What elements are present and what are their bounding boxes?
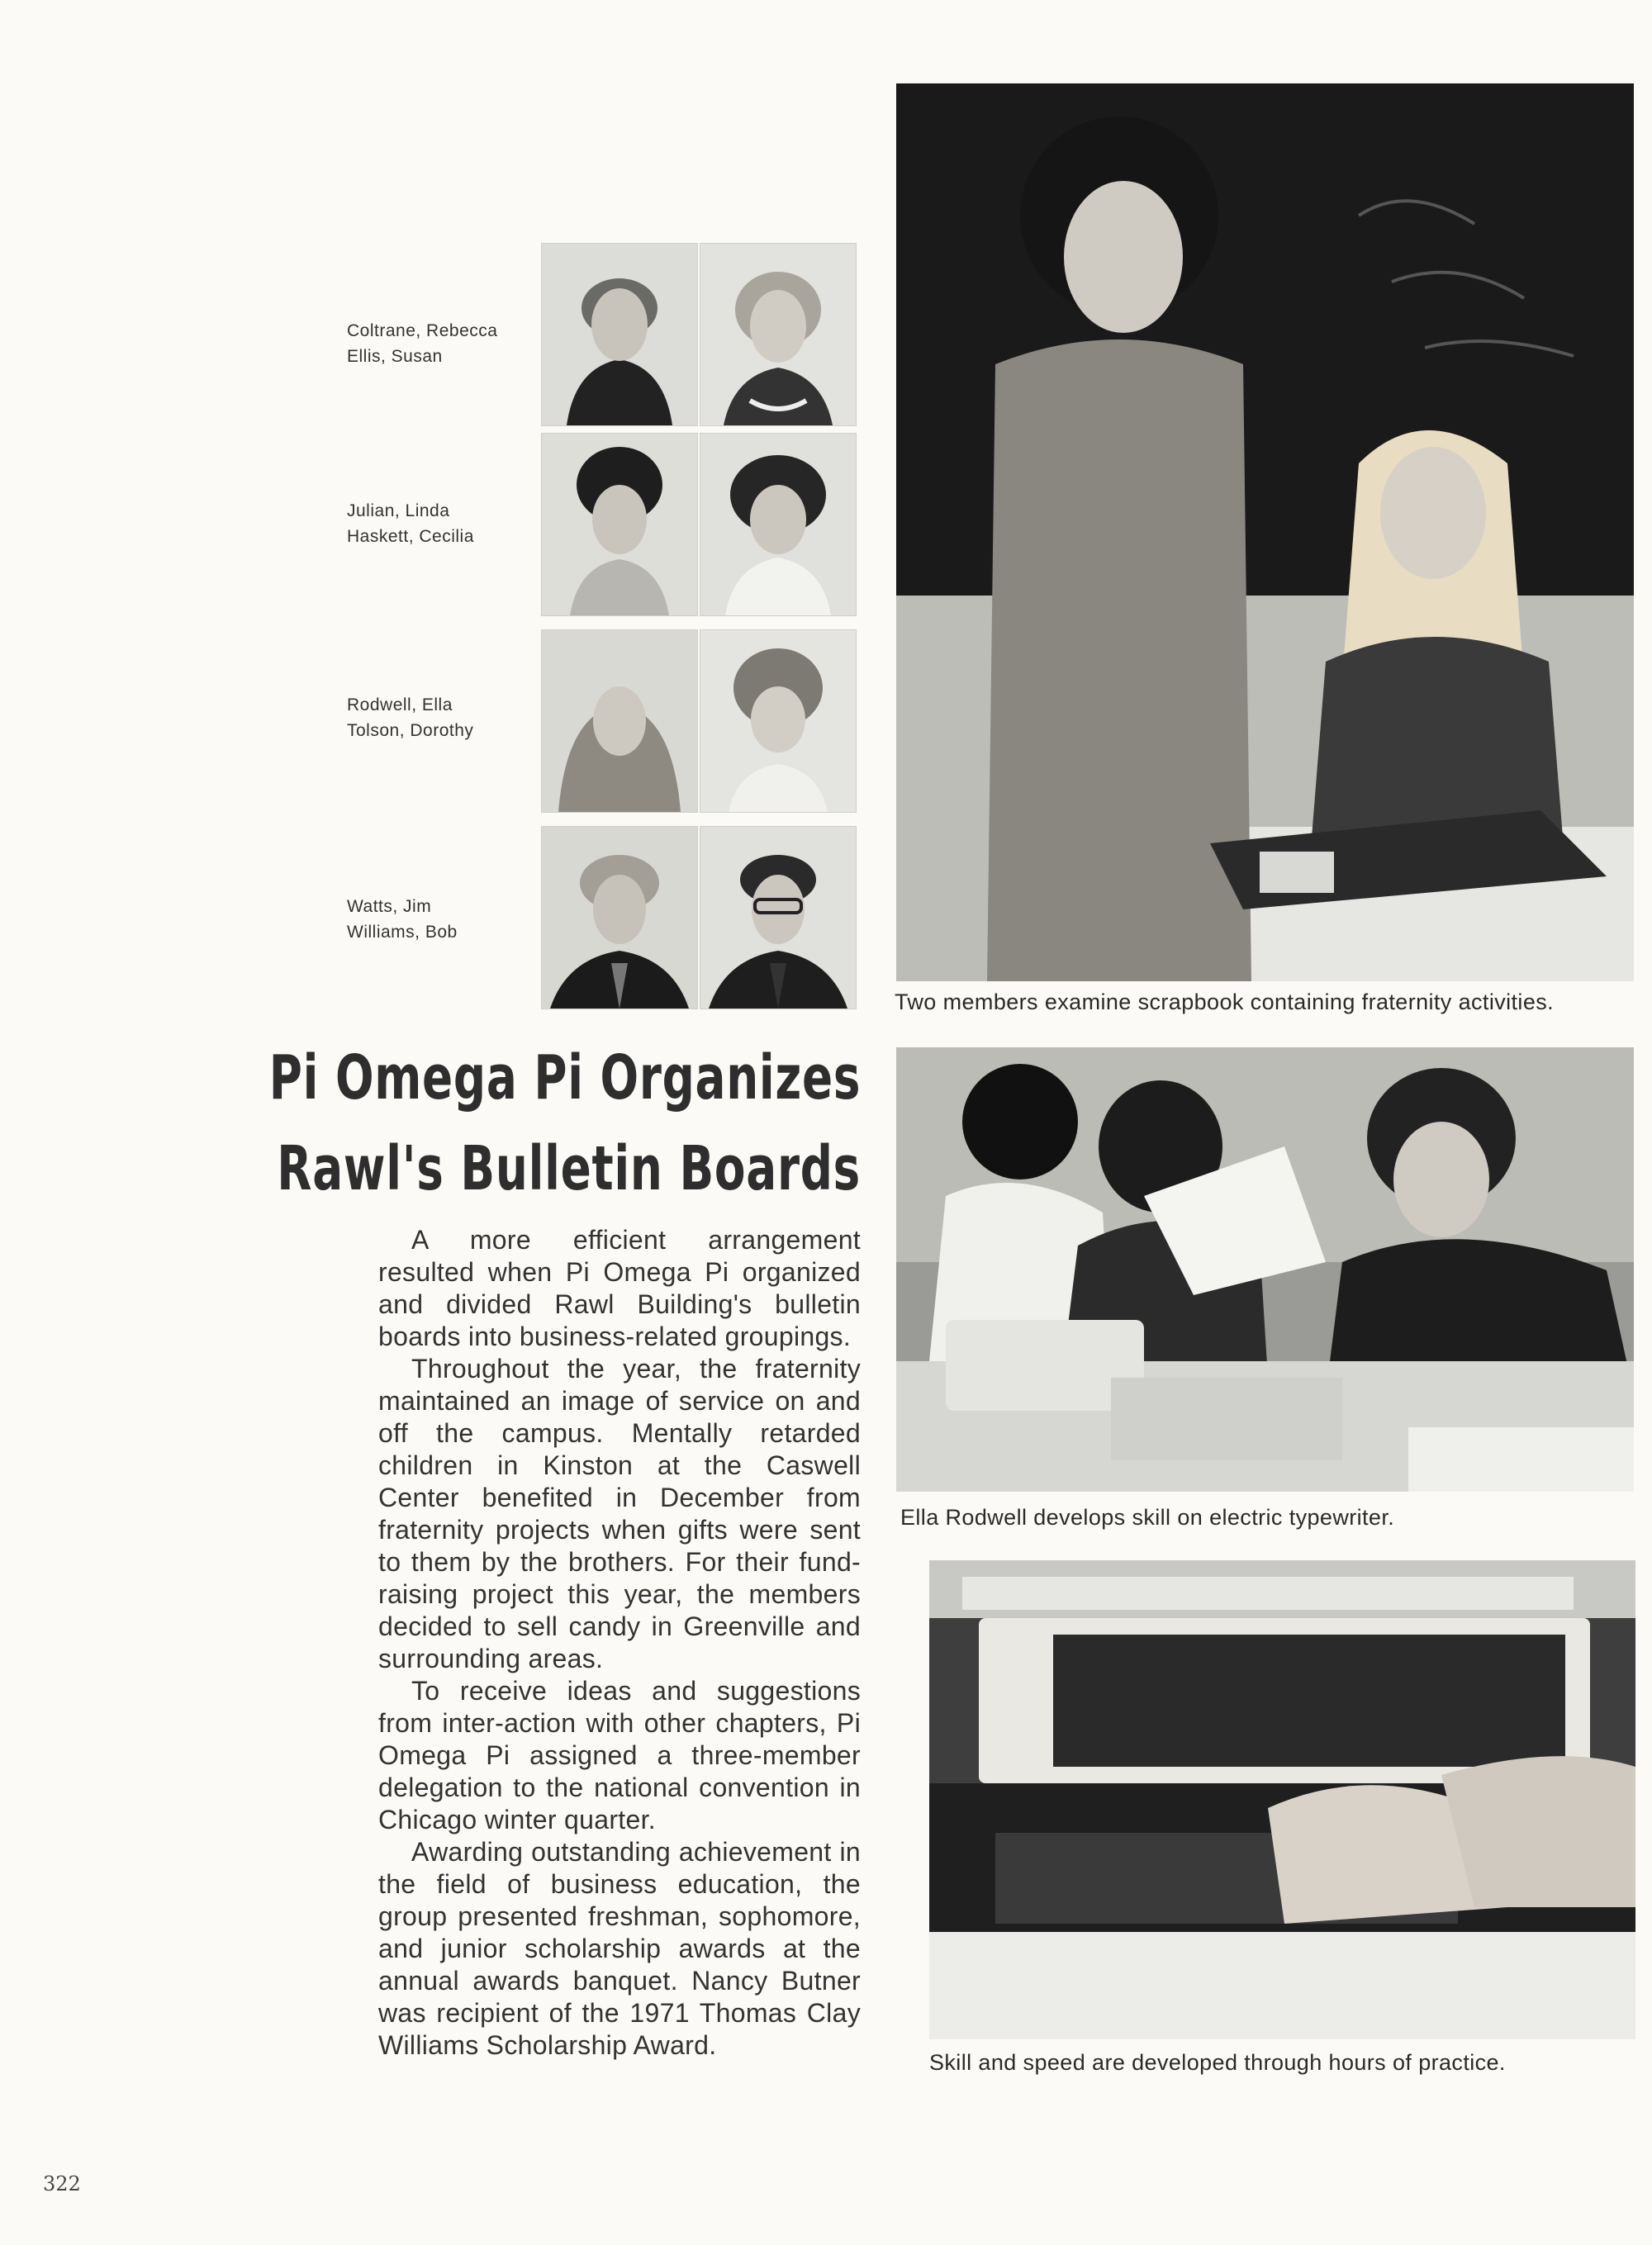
- caption-typewriter: Ella Rodwell develops skill on electric typewriter.: [900, 1505, 1395, 1530]
- paragraph: To receive ideas and suggestions from inter-action with other chapters, Pi Omega Pi assigned a three-member delegation to the national convention in Chicago winter quarter.: [378, 1676, 861, 1834]
- portrait-name: Watts, Jim: [347, 897, 432, 916]
- portrait-name: Coltrane, Rebecca: [347, 321, 498, 340]
- caption-scrapbook: Two members examine scrapbook containing fraternity activities.: [895, 990, 1555, 1014]
- portrait-names-row-1: [347, 318, 497, 369]
- portrait-name: Julian, Linda: [347, 501, 450, 520]
- portrait-photo: [541, 243, 698, 426]
- portrait-names-row-3: [347, 692, 473, 743]
- article-body: [378, 1224, 861, 2062]
- paragraph: A more efficient arrangement resulted when Pi Omega Pi organized and divided Rawl Building's bulletin boards into business-related groupings.: [378, 1225, 861, 1351]
- page-number: 322: [43, 2172, 81, 2195]
- photo-scrapbook: [896, 83, 1634, 981]
- headline-line-1: Pi Omega Pi Organizes: [268, 1042, 861, 1113]
- portrait-photo: [700, 629, 857, 813]
- portrait-photo: [700, 243, 857, 426]
- paragraph: Throughout the year, the fraternity maintained an image of service on and off the campus. Mentally retarded children in Kinston at the Caswell Center benefited in December from fraternity projects when gifts were sent to them by the brothers. For their fund-raising project this year, the members decided to sell candy in Greenville and surrounding areas.: [378, 1354, 861, 1673]
- portrait-photo: [541, 433, 698, 616]
- headline-line-2: Rawl's Bulletin Boards: [277, 1133, 861, 1204]
- portrait-photo: [700, 433, 857, 616]
- photo-typewriter-class: [896, 1047, 1634, 1492]
- portrait-name: Tolson, Dorothy: [347, 721, 474, 740]
- photo-practice: [929, 1560, 1635, 2039]
- portrait-name: Williams, Bob: [347, 923, 458, 942]
- portrait-names-row-2: [347, 498, 474, 549]
- portrait-names-row-4: [347, 894, 458, 945]
- portrait-photo: [700, 826, 857, 1009]
- portrait-photo: [541, 629, 698, 813]
- caption-practice: Skill and speed are developed through hours of practice.: [929, 2050, 1506, 2075]
- portrait-name: Rodwell, Ella: [347, 695, 453, 714]
- portrait-name: Ellis, Susan: [347, 347, 443, 366]
- portrait-photo: [541, 826, 698, 1009]
- portrait-name: Haskett, Cecilia: [347, 527, 474, 546]
- paragraph: Awarding outstanding achievement in the field of business education, the group presented freshman, sophomore, and junior scholarship awards at the annual awards banquet. Nancy Butner was recipient of the 1971 Thomas Clay Williams Scholarship Award.: [378, 1837, 861, 2060]
